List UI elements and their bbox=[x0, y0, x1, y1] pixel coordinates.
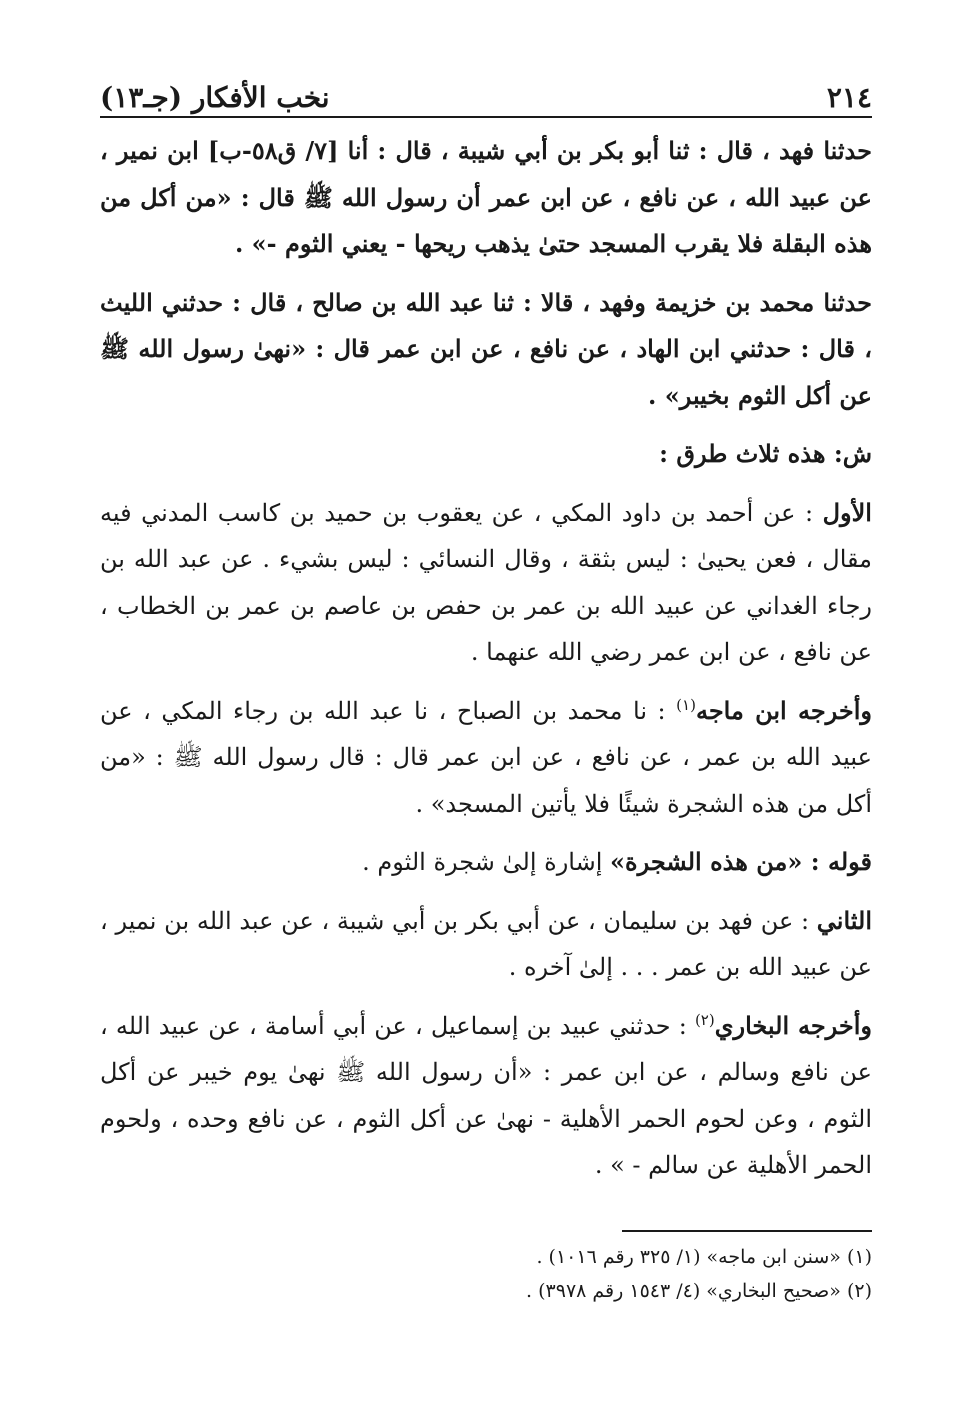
footnote-ref[interactable]: (٢) bbox=[694, 1010, 715, 1029]
paragraph-second-path: الثاني : عن فهد بن سليمان ، عن أبي بكر بن أبي شيبة ، عن عبد الله بن نمير ، عن عبيد الله بن عمر . . . إلىٰ آخره . bbox=[100, 905, 872, 981]
page-header bbox=[100, 66, 872, 114]
footnote-2: (٢) «صحيح البخاري» (٤/ ١٥٤٣ رقم ٣٩٧٨) . bbox=[526, 1280, 872, 1302]
footnotes bbox=[100, 1240, 872, 1308]
paragraph-lead: وأخرجه ابن ماجه bbox=[695, 695, 872, 725]
paragraph-ibn-majah: وأخرجه ابن ماجه$^{(١)}$ : نا محمد بن الصباح ، نا عبد الله بن رجاء المكي ، عن عبيد الله بن عمر ، عن نافع ، عن ابن عمر قال : قال رسول الله ﷺ : «من أكل من هذه الشجرة شيئًا فلا يأتين المسجد» . bbox=[100, 695, 872, 818]
running-title: نخب الأفكار (جـ١٣) bbox=[100, 81, 330, 114]
footnote-1: (١) «سنن ابن ماجه» (١/ ٣٢٥ رقم ١٠١٦) . bbox=[536, 1246, 872, 1268]
footnote-ref[interactable]: (١) bbox=[676, 695, 696, 714]
paragraph-lead: وأخرجه البخاري bbox=[714, 1010, 873, 1040]
paragraph-hadith-1: حدثنا فهد ، قال : ثنا أبو بكر بن أبي شيبة ، قال : أنا [٧/ ق٥٨-ب] ابن نمير ، عن عبيد الله ، عن نافع ، عن ابن عمر أن رسول الله ﷺ قال : «من أكل من هذه البقلة فلا يقرب المسجد حتىٰ يذهب ريحها - يعني الثوم -» . bbox=[100, 136, 872, 258]
paragraph-bukhari: وأخرجه البخاري$^{(٢)}$ : حدثني عبيد بن إسماعيل ، عن أبي أسامة ، عن عبيد الله ، عن نافع وسالم ، عن ابن عمر : «أن رسول الله ﷺ نهىٰ يوم خيبر عن أكل الثوم ، وعن لحوم الحمر الأهلية - نهىٰ عن أكل الثوم ، عن نافع وحده ، ولحوم الحمر الأهلية عن سالم - » . bbox=[100, 1010, 873, 1179]
paragraph-qawluhu: قوله : «من هذه الشجرة» إشارة إلىٰ شجرة الثوم . bbox=[362, 847, 872, 876]
paragraph-lead: قوله : «من هذه الشجرة» bbox=[610, 847, 872, 876]
paragraph-sharh-intro: ش: هذه ثلاث طرق : bbox=[659, 439, 872, 468]
paragraph-lead: الأول bbox=[822, 497, 872, 527]
main-text bbox=[100, 128, 872, 1201]
paragraph-lead: الثاني bbox=[816, 905, 872, 935]
paragraph-first-path: الأول : عن أحمد بن داود المكي ، عن يعقوب بن حميد بن كاسب المدني فيه مقال ، فعن يحيىٰ : ليس بثقة ، وقال النسائي : ليس بشيء . عن عبد الله بن رجاء الغداني عن عبيد الله بن عمر بن حفص بن عاصم بن عمر بن الخطاب ، عن نافع ، عن ابن عمر رضي الله عنهما . bbox=[100, 497, 872, 666]
paragraph-hadith-2: حدثنا محمد بن خزيمة وفهد ، قالا : ثنا عبد الله بن صالح ، قال : حدثني الليث ، قال : حدثني ابن الهاد ، عن نافع ، عن ابن عمر قال : «نهىٰ رسول الله ﷺ عن أكل الثوم بخيبر» . bbox=[100, 287, 873, 410]
page-number: ٢١٤ bbox=[826, 81, 872, 114]
header-rule bbox=[100, 116, 872, 118]
footnote-rule bbox=[622, 1230, 872, 1232]
